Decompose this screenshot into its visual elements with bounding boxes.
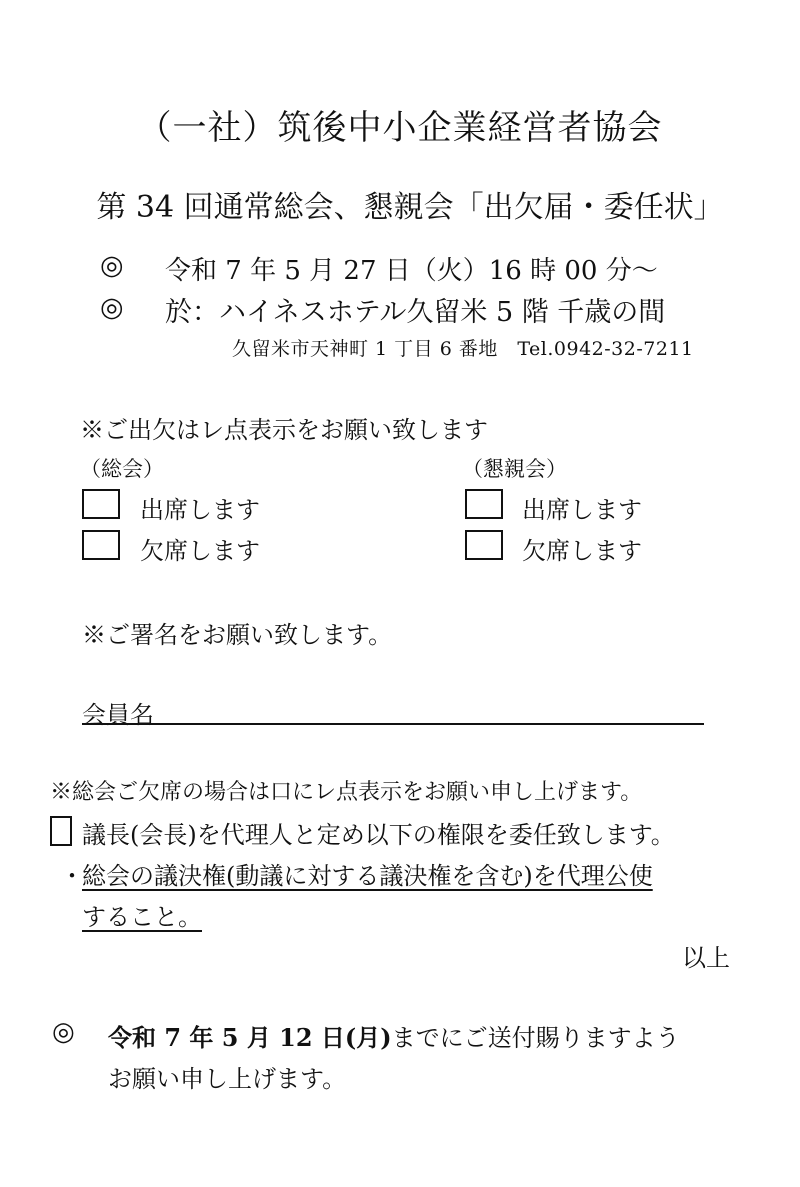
closing-mark: 以上 (682, 944, 730, 972)
proxy-scope-line1: 総会の議決権(動議に対する議決権を含む)を代理公使 (82, 862, 653, 890)
deadline-date: 令和 7 年 5 月 12 日(月) (108, 1023, 392, 1052)
organization-name: （一社）筑後中小企業経営者協会 (137, 108, 663, 148)
member-name-label: 会員名 (82, 701, 154, 729)
general-meeting-label: （総会） (80, 457, 164, 481)
social-absent-label: 欠席します (522, 537, 642, 565)
member-name-signature-line[interactable] (82, 723, 704, 725)
proxy-scope-line2: すること。 (82, 903, 202, 931)
signature-instruction: ※ご署名をお願い致します。 (82, 621, 393, 649)
deadline-line2: お願い申し上げます。 (108, 1065, 347, 1093)
general-attend-checkbox[interactable] (82, 489, 120, 519)
social-attend-checkbox[interactable] (465, 489, 503, 519)
proxy-delegation: 議長(会長)を代理人と定め以下の権限を委任致します。 (82, 821, 675, 849)
social-gathering-label: （懇親会） (462, 457, 567, 481)
event-date: 令和 7 年 5 月 27 日（火）16 時 00 分～ (165, 256, 658, 286)
general-attend-label: 出席します (140, 496, 260, 524)
proxy-scope-bullet: ・ (60, 862, 84, 890)
general-absent-label: 欠席します (140, 537, 260, 565)
proxy-checkbox[interactable] (50, 816, 72, 846)
venue-bullet: ◎ (100, 292, 124, 323)
deadline-line1 (108, 1018, 680, 1053)
venue-address: 久留米市天神町 1 丁目 6 番地 Tel.0942-32-7211 (232, 338, 694, 360)
form-title: 第 34 回通常総会、懇親会「出欠届・委任状」 (96, 190, 724, 225)
social-absent-checkbox[interactable] (465, 530, 503, 560)
deadline-bullet: ◎ (52, 1017, 75, 1047)
attendance-instruction: ※ご出欠はレ点表示をお願い致します (80, 416, 488, 444)
date-bullet: ◎ (100, 250, 124, 281)
social-attend-label: 出席します (522, 496, 642, 524)
deadline-request: までにご送付賜りますよう (391, 1024, 680, 1052)
proxy-note: ※総会ご欠席の場合は口にレ点表示をお願い申し上げます。 (50, 780, 643, 805)
event-venue: 於：ハイネスホテル久留米 5 階 千歳の間 (165, 297, 666, 328)
general-absent-checkbox[interactable] (82, 530, 120, 560)
